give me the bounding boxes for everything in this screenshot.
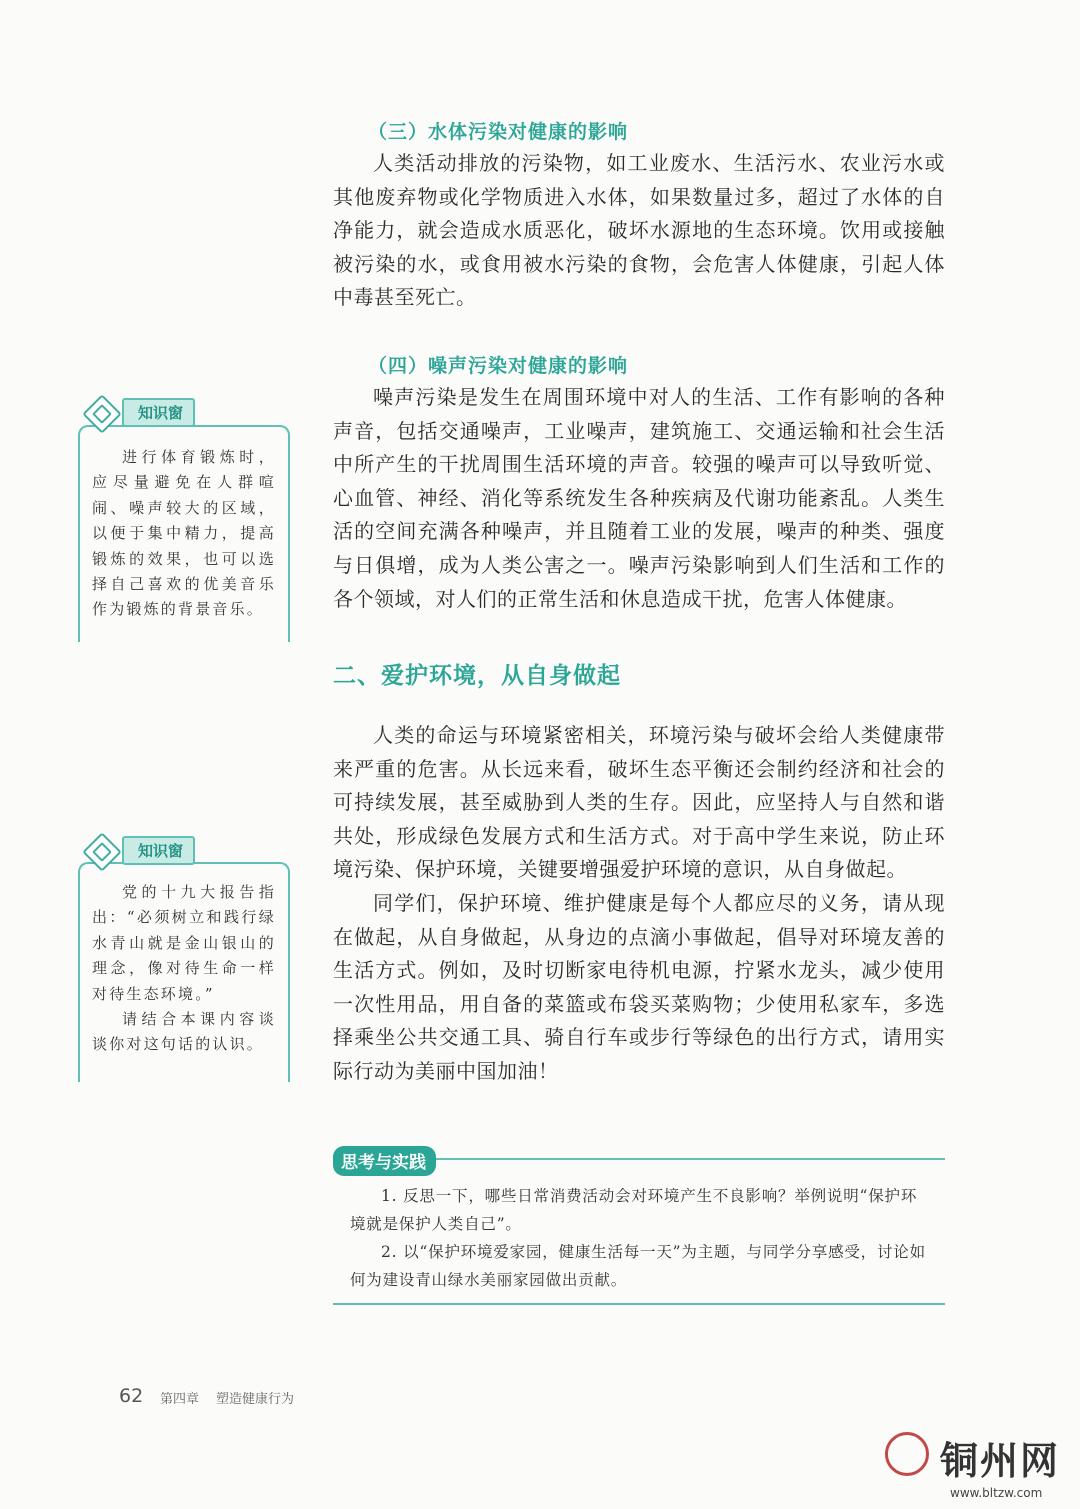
chapter-title: 塑造健康行为 [216,1392,295,1407]
think-practice-list [350,1182,930,1294]
knowledge-box-1-body [92,445,276,623]
section3-paragraph: 人类活动排放的污染物，如工业废水、生活污水、农业污水或其他废弃物或化学物质进入水体，如果数量过多，超过了水体的自净能力，就会造成水质恶化，破坏水源地的生态环境。饮用或接触被污染的水，或食用被水污染的食物，会危害人体健康，引起人体中毒甚至死亡。 [333,151,945,310]
section3-body [333,147,945,315]
section4-body [333,381,945,616]
knowledge-box-2-tag: 知识窗 [122,836,195,865]
watermark-site-url: www.bltzw.com [950,1486,1043,1500]
section-two-paragraph-2: 同学们，保护环境、维护健康是每个人都应尽的义务，请从现在做起，从自身做起，从身边的点滴小事做起，倡导对环境友善的生活方式。例如，及时切断家电待机电源，拧紧水龙头，减少使用一次性用品，用自备的菜篮或布袋买菜购物；少使用私家车，多选择乘坐公共交通工具、骑自行车或步行等绿色的出行方式，请用实际行动为美丽中国加油！ [333,890,945,1083]
think-bottom-rule [333,1303,945,1305]
knowledge-box-2-body [92,880,276,1058]
page-number: 62 [119,1385,144,1407]
knowledge-box-2-text-1: 党的十九大报告指出：“必须树立和践行绿水青山就是金山银山的理念，像对待生命一样对待生态环境。” [92,883,276,1003]
think-practice-item-2: 2. 以“保护环境爱家园，健康生活每一天”为主题，与同学分享感受，讨论如何为建设青山绿水美丽家园做出贡献。 [350,1243,926,1289]
section4-heading: （四）噪声污染对健康的影响 [368,355,629,377]
knowledge-box-1 [78,425,290,642]
section-two-body [333,719,945,1089]
seal-icon [885,1432,929,1476]
section-two-title: 二、爱护环境，从自身做起 [333,663,621,689]
section4-paragraph: 噪声污染是发生在周围环境中对人的生活、工作有影响的各种声音，包括交通噪声，工业噪声，建筑施工、交通运输和社会生活中所产生的干扰周围生活环境的声音。较强的噪声可以导致听觉、心血管、神经、消化等系统发生各种疾病及代谢功能紊乱。人类生活的空间充满各种噪声，并且随着工业的发展，噪声的种类、强度与日俱增，成为人类公害之一。噪声污染影响到人们生活和工作的各个领域，对人们的正常生活和休息造成干扰，危害人体健康。 [333,385,945,611]
think-practice-label: 思考与实践 [333,1146,436,1176]
think-practice-item-1: 1. 反思一下，哪些日常消费活动会对环境产生不良影响？举例说明“保护环境就是保护人类自己”。 [350,1187,918,1233]
section-two-paragraph-1: 人类的命运与环境紧密相关，环境污染与破坏会给人类健康带来严重的危害。从长远来看，破坏生态平衡还会制约经济和社会的可持续发展，甚至威胁到人类的生存。因此，应坚持人与自然和谐共处，形成绿色发展方式和生活方式。对于高中学生来说，防止环境污染、保护环境，关键要增强爱护环境的意识，从自身做起。 [333,723,945,882]
knowledge-box-1-text: 进行体育锻炼时，应尽量避免在人群喧闹、噪声较大的区域，以便于集中精力，提高锻炼的效果，也可以选择自己喜欢的优美音乐作为锻炼的背景音乐。 [92,448,276,619]
chapter-label: 第四章 [160,1392,200,1407]
knowledge-box-2-text-2: 请结合本课内容谈谈你对这句话的认识。 [92,1010,276,1054]
knowledge-box-2 [78,862,290,1082]
knowledge-box-1-tag: 知识窗 [122,398,195,427]
section3-heading: （三）水体污染对健康的影响 [368,121,629,143]
watermark-site-name: 铜州网 [940,1439,1061,1483]
